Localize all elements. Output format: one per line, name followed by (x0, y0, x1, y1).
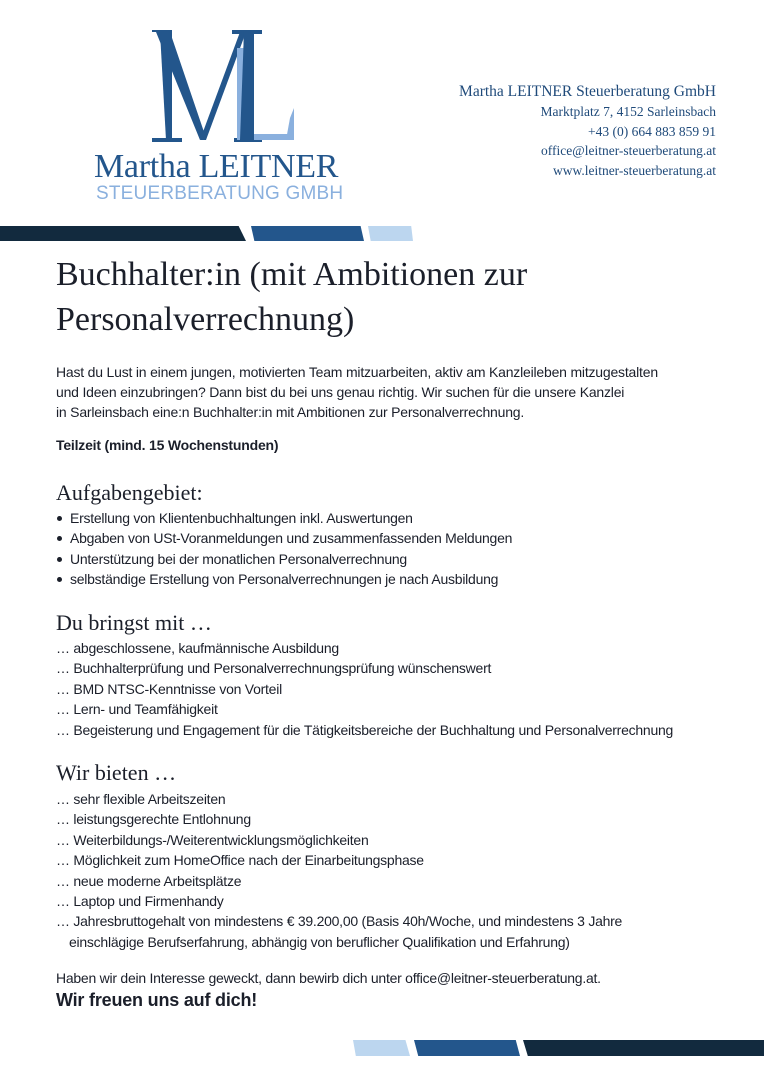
divider-bar-dark (0, 226, 246, 241)
contact-email[interactable]: office@leitner-steuerberatung.at (541, 143, 716, 158)
list-item: … neue moderne Arbeitsplätze (56, 872, 242, 889)
company-logo (94, 28, 344, 206)
logo-company-subtitle: STEUERBERATUNG GMBH (96, 183, 344, 204)
list-item: … Buchhalterprüfung und Personalverrechnungsprüfung wünschenswert (56, 660, 492, 677)
divider-bar-dark (523, 1040, 764, 1056)
ml-monogram-icon (94, 28, 344, 148)
contact-phone: +43 (0) 664 883 859 91 (588, 123, 716, 139)
list-item: … sehr flexible Arbeitszeiten (56, 791, 226, 807)
divider-bar-light (368, 226, 413, 241)
list-item: … Begeisterung und Engagement für die Tätigkeitsbereiche der Buchhaltung und Personalverrechnung (56, 721, 674, 738)
list-item: … Laptop und Firmenhandy (56, 893, 224, 910)
job-intro (56, 362, 736, 422)
offer-list (56, 789, 676, 952)
contact-company: Martha LEITNER Steuerberatung GmbH (459, 83, 716, 100)
intro-line: Hast du Lust in einem jungen, motivierten Team mitzuarbeiten, aktiv am Kanzleileben mitzugestalten (56, 364, 658, 380)
bullet-icon (57, 557, 62, 562)
list-item: … Weiterbildungs-/Weiterentwicklungsmöglichkeiten (56, 831, 369, 848)
bullet-icon (57, 516, 62, 521)
list-item: … Möglichkeit zum HomeOffice nach der Einarbeitungsphase (56, 852, 424, 869)
contact-address: Marktplatz 7, 4152 Sarleinsbach (540, 104, 716, 119)
list-item: … BMD NTSC-Kenntnisse von Vorteil (56, 680, 282, 697)
list-item-text: selbständige Erstellung von Personalverrechnungen je nach Ausbildung (70, 571, 499, 588)
bullet-icon (57, 536, 62, 541)
list-item-text: Unterstützung bei der monatlichen Personalverrechnung (70, 550, 407, 567)
contact-block (459, 82, 716, 180)
list-item: … abgeschlossene, kaufmännische Ausbildung (56, 640, 339, 656)
list-item: … leistungsgerechte Entlohnung (56, 811, 251, 828)
list-item: … Jahresbruttogehalt von mindestens € 39.200,00 (Basis 40h/Woche, und mindestens 3 Jahre einschlägige Berufserfahrung, abhängig von beruflicher Qualifikation und Erfahrung) (56, 913, 623, 950)
job-title: Buchhalter:in (mit Ambitionen zur Personalverrechnung) (56, 256, 528, 338)
contact-website[interactable]: www.leitner-steuerberatung.at (552, 162, 716, 178)
list-item (56, 508, 512, 528)
tasks-heading: Aufgabengebiet: (56, 480, 203, 505)
divider-bar-mid (251, 226, 364, 241)
list-item-text: Erstellung von Klientenbuchhaltungen inkl. Auswertungen (70, 510, 413, 526)
application-cta: Haben wir dein Interesse geweckt, dann bewirb dich unter office@leitner-steuerberatung.at. (56, 970, 601, 986)
list-item (56, 569, 512, 589)
logo-company-name: Martha LEITNER (94, 148, 339, 185)
bullet-icon (57, 577, 62, 582)
divider-bar-light (353, 1040, 410, 1056)
closing-statement: Wir freuen uns auf dich! (56, 990, 258, 1010)
offer-heading: Wir bieten … (56, 760, 177, 785)
list-item (56, 549, 512, 569)
tasks-list (56, 508, 512, 590)
list-item (56, 528, 512, 548)
requirements-list (56, 638, 673, 740)
requirements-heading: Du bringst mit … (56, 610, 212, 635)
list-item: … Lern- und Teamfähigkeit (56, 701, 218, 718)
employment-type: Teilzeit (mind. 15 Wochenstunden) (56, 437, 279, 453)
intro-line: und Ideen einzubringen? Dann bist du bei uns genau richtig. Wir suchen für die unsere Kanzlei (56, 384, 625, 400)
list-item-text: Abgaben von USt-Voranmeldungen und zusammenfassenden Meldungen (70, 530, 513, 547)
intro-line: in Sarleinsbach eine:n Buchhalter:in mit Ambitionen zur Personalverrechnung. (56, 404, 525, 420)
divider-bar-mid (414, 1040, 520, 1056)
